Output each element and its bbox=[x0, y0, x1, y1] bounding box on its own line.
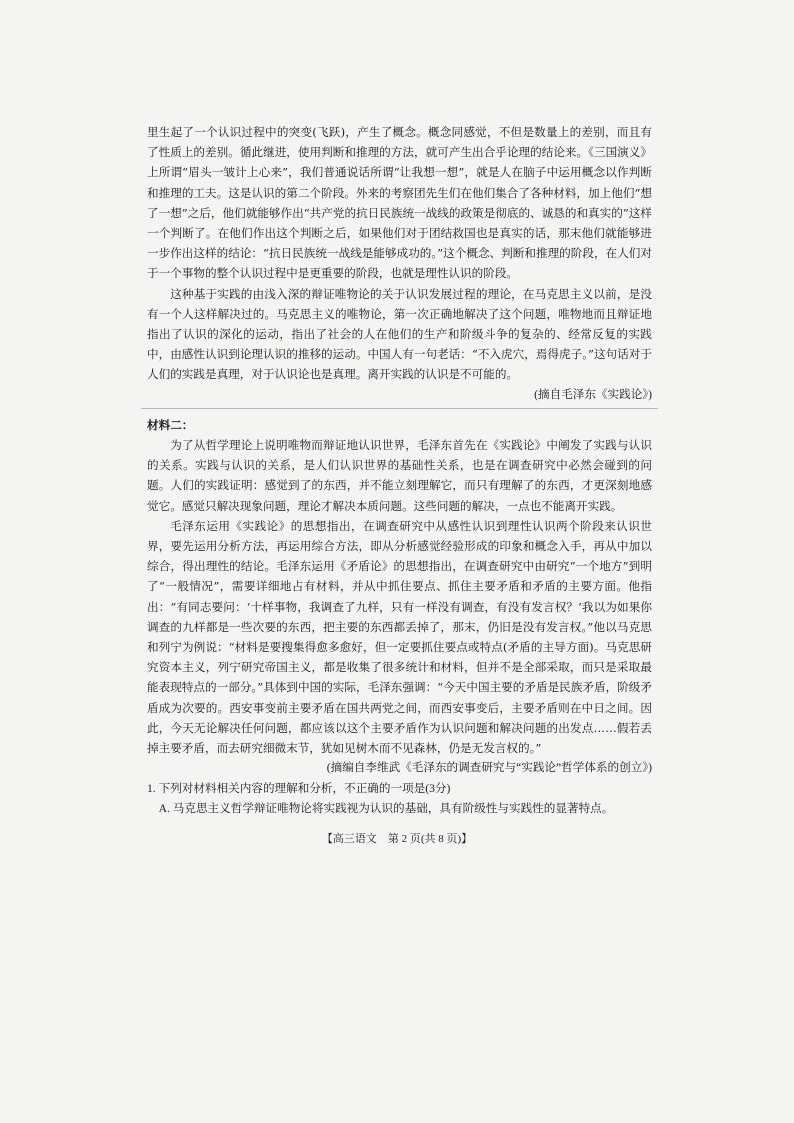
section-divider bbox=[141, 408, 658, 409]
material2-source: (摘编自李维武《毛泽东的调查研究与“实践论”哲学体系的创立》) bbox=[326, 761, 652, 775]
page-content bbox=[147, 122, 652, 819]
material1-paragraph: 里生起了一个认识过程中的突变(飞跃)，产生了概念。概念同感觉，不但是数量上的差别，而且有了性质上的差别。循此继进，使用判断和推理的方法，就可产生出合乎论理的结论来。《三国演义》上所谓“眉头一皱计上心来”，我们普通说话所谓“让我想一想”，就是人在脑子中运用概念以作判断和推理的工夫。这是认识的第二个阶段。外来的考察团先生们在他们集合了各种材料，加上他们“想了一想”之后，他们就能够作出“共产党的抗日民族统一战线的政策是彻底的、诚恳的和真实的”这样一个判断了。在他们作出这个判断之后，如果他们对于团结救国也是真实的话，那末他们就能够进一步作出这样的结论：“抗日民族统一战线是能够成功的。”这个概念、判断和推理的阶段，在人们对于一个事物的整个认识过程中是更重要的阶段，也就是理性认识的阶段。 bbox=[147, 125, 652, 281]
material2-title: 材料二： bbox=[147, 417, 194, 432]
material2-paragraph: 毛泽东运用《实践论》的思想指出，在调查研究中从感性认识到理性认识两个阶段来认识世界，要先运用分析方法，再运用综合方法，即从分析感觉经验形成的印象和概念入手，再从中加以综合，得出理性的结论。毛泽东运用《矛盾论》的思想指出，在调查研究中由研究“一个地方”到明了“一般情况”，需要详细地占有材料，并从中抓住要点、抓住主要矛盾和矛盾的主要方面。他指出：“有同志要问：‘十样事物，我调查了九样，只有一样没有调查，有没有发言权？’我以为如果你调查的九样都是一些次要的东西，把主要的东西都丢掉了，那末，仍旧是没有发言权。”他以马克思和列宁为例说：“材料是要搜集得愈多愈好，但一定要抓住要点或特点(矛盾的主导方面)。马克思研究资本主义，列宁研究帝国主义，都是收集了很多统计和材料，但并不是全部采取，而只是采取最能表现特点的一部分。”具体到中国的实际，毛泽东强调：“今天中国主要的矛盾是民族矛盾，阶级矛盾成为次要的。西安事变前主要矛盾在国共两党之间，而西安事变后，主要矛盾则在中日之间。因此，今天无论解决任何问题，都应该以这个主要矛盾作为认识问题和解决问题的出发点……假若丢掉主要矛盾，而去研究细微末节，犹如见树木而不见森林，仍是无发言权的。” bbox=[147, 518, 652, 756]
material2-paragraph: 为了从哲学理论上说明唯物而辩证地认识世界，毛泽东首先在《实践论》中阐发了实践与认识的关系。实践与认识的关系，是人们认识世界的基础性关系，也是在调查研究中必然会碰到的问题。人们的实践证明：感觉到了的东西，并不能立刻理解它，而只有理解了的东西，才更深刻地感觉它。感觉只解决现象问题，理论才解决本质问题。这些问题的解决，一点也不能离开实践。 bbox=[147, 438, 652, 513]
material1-source: (摘自毛泽东《实践论》) bbox=[534, 387, 652, 401]
material1-paragraph: 这种基于实践的由浅入深的辩证唯物论的关于认识发展过程的理论，在马克思主义以前，是没有一个人这样解决过的。马克思主义的唯物论，第一次正确地解决了这个问题，唯物地而且辩证地指出了认识的深化的运动，指出了社会的人在他们的生产和阶级斗争的复杂的、经常反复的实践中，由感性认识到论理认识的推移的运动。中国人有一句老话：“不入虎穴，焉得虎子。”这句话对于人们的实践是真理，对于认识论也是真理。离开实践的认识是不可能的。 bbox=[147, 286, 652, 382]
question-stem: 1. 下列对材料相关内容的理解和分析，不正确的一项是(3分) bbox=[147, 781, 451, 795]
page-footer: 【高三语文 第 2 页(共 8 页)】 bbox=[321, 833, 473, 845]
question-option-a: A. 马克思主义哲学辩证唯物论将实践视为认识的基础，具有阶级性与实践性的显著特点。 bbox=[158, 801, 614, 815]
